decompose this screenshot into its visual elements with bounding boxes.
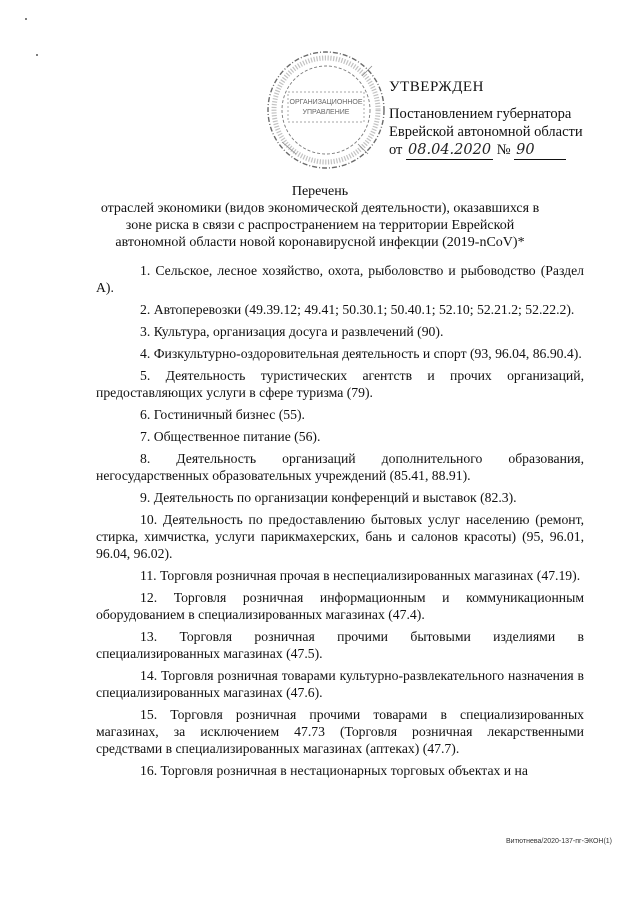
stamp-center-line1: ОРГАНИЗАЦИОННОЕ bbox=[289, 99, 363, 106]
date-prefix: от bbox=[389, 142, 403, 158]
heading-subtitle: отраслей экономики (видов экономической деятельности), оказавшихся в зоне риска в связи с распространением на территории Еврейской автономной области новой коронавирусной инфекции (2019-nCoV)* bbox=[100, 201, 540, 250]
list-item: 2. Автоперевозки (49.39.12; 49.41; 50.30.1; 50.40.1; 52.10; 52.21.2; 52.22.2). bbox=[140, 302, 575, 317]
list-item: 13. Торговля розничная прочими бытовыми изделиями в специализированных магазинах (47.5). bbox=[96, 629, 584, 661]
heading-title: Перечень bbox=[291, 184, 349, 199]
list-item: 7. Общественное питание (56). bbox=[140, 429, 321, 444]
official-stamp bbox=[262, 46, 390, 174]
list-item: 9. Деятельность по организации конференций и выставок (82.3). bbox=[140, 490, 517, 505]
approval-block bbox=[389, 78, 629, 160]
approval-date-line bbox=[389, 141, 629, 160]
list-item: 16. Торговля розничная в нестационарных торговых объектах и на bbox=[140, 763, 528, 778]
list-item: 8. Деятельность организаций дополнительного образования, негосударственных образовательных учреждений (85.41, 88.91). bbox=[96, 451, 584, 483]
approval-title: УТВЕРЖДЕН bbox=[389, 79, 484, 95]
handwritten-number: 90 bbox=[514, 141, 566, 160]
approval-line-2: Еврейской автономной области bbox=[389, 124, 583, 140]
document-heading bbox=[96, 183, 544, 251]
number-label: № bbox=[496, 142, 511, 158]
list-item: 4. Физкультурно-оздоровительная деятельность и спорт (93, 96.04, 86.90.4). bbox=[140, 346, 582, 361]
approval-line-1: Постановлением губернатора bbox=[389, 106, 572, 122]
list-item: 10. Деятельность по предоставлению бытовых услуг населению (ремонт, стирка, химчистка, услуги парикмахерских, бань и салонов красоты) (95, 96.01, 96.04, 96.02). bbox=[96, 512, 584, 561]
list-item: 14. Торговля розничная товарами культурно-развлекательного назначения в специализированных магазинах (47.6). bbox=[96, 668, 584, 700]
list-item: 3. Культура, организация досуга и развлечений (90). bbox=[140, 324, 444, 339]
list-item: 12. Торговля розничная информационным и коммуникационным оборудованием в специализированных магазинах (47.4). bbox=[96, 590, 584, 622]
scan-speck bbox=[25, 18, 27, 20]
list-item: 6. Гостиничный бизнес (55). bbox=[140, 407, 305, 422]
list-item: 1. Сельское, лесное хозяйство, охота, рыболовство и рыбоводство (Раздел А). bbox=[96, 263, 584, 295]
document-footer-code: Витютнева/2020-137-пг-ЭКОН(1) bbox=[506, 838, 612, 845]
scan-speck bbox=[36, 54, 38, 56]
list-item: 5. Деятельность туристических агентств и прочих организаций, предоставляющих услуги в сфере туризма (79). bbox=[96, 368, 584, 400]
handwritten-date: 08.04.2020 bbox=[408, 142, 492, 158]
list-item: 15. Торговля розничная прочими товарами в специализированных магазинах, за исключением 47.73 (Торговля розничная лекарственными средствами в специализированных магазинах (аптеках) (47.7). bbox=[96, 707, 584, 756]
list-item: 11. Торговля розничная прочая в неспециализированных магазинах (47.19). bbox=[140, 568, 581, 583]
stamp-center-line2: УПРАВЛЕНИЕ bbox=[302, 109, 350, 116]
industry-list bbox=[96, 262, 584, 784]
